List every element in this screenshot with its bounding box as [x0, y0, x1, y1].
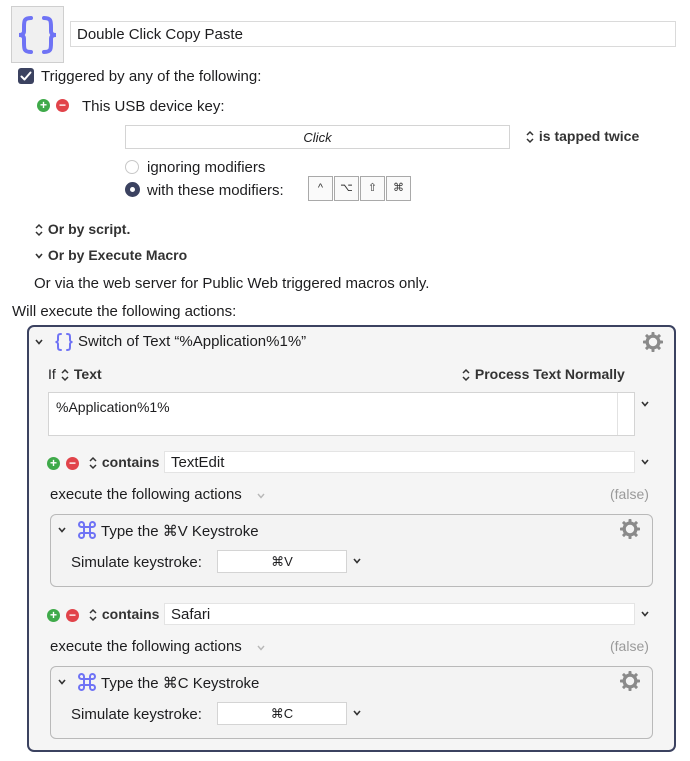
sub-action-title: Type the ⌘V Keystroke: [101, 523, 259, 540]
command-key-icon: [77, 520, 97, 540]
chevron-down-icon[interactable]: [256, 644, 266, 652]
source-label: Text: [73, 366, 102, 382]
checkmark-icon: [18, 68, 34, 84]
keystroke-value: ⌘V: [271, 553, 293, 569]
usb-trigger-label: This USB device key:: [82, 98, 225, 115]
chevron-down-icon[interactable]: [640, 458, 650, 466]
simulate-keystroke-label: Simulate keystroke:: [71, 706, 202, 723]
ignoring-modifiers-label: ignoring modifiers: [147, 159, 266, 176]
chevron-down-icon[interactable]: [640, 610, 650, 618]
macro-name-field[interactable]: [70, 21, 676, 47]
option-icon: ⌥: [340, 182, 353, 194]
updown-arrows-icon: [60, 368, 70, 382]
shift-modifier-key[interactable]: [360, 176, 385, 201]
text-value: %Application%1%: [56, 399, 170, 415]
macro-icon[interactable]: [11, 6, 64, 63]
curly-braces-icon: [12, 7, 63, 62]
with-modifiers-radio[interactable]: [125, 182, 140, 197]
execute-actions-label: execute the following actions: [50, 486, 242, 503]
simulate-keystroke-label: Simulate keystroke:: [71, 554, 202, 571]
usb-key-name: Click: [303, 129, 332, 145]
switch-action-title: Switch of Text “%Application%1%”: [78, 333, 307, 350]
shift-icon: ⇧: [367, 182, 378, 194]
false-label: (false): [610, 486, 649, 502]
remove-case-button[interactable]: −: [66, 457, 79, 470]
process-text-label: Process Text Normally: [474, 366, 625, 382]
keystroke-field[interactable]: [217, 702, 347, 725]
web-server-text: Or via the web server for Public Web triggered macros only.: [34, 275, 430, 292]
source-popup[interactable]: [60, 366, 102, 382]
false-label: (false): [610, 638, 649, 654]
if-label: If: [48, 366, 56, 382]
add-case-button[interactable]: +: [47, 457, 60, 470]
command-key-icon: [77, 672, 97, 692]
updown-arrows-icon: [525, 130, 535, 144]
keystroke-value: ⌘C: [270, 705, 294, 721]
condition-label: contains: [101, 454, 160, 470]
case-value-field[interactable]: [164, 603, 635, 625]
sub-action-title: Type the ⌘C Keystroke: [101, 675, 260, 692]
modifier-keys-group: [308, 176, 412, 201]
collapse-chevron-icon[interactable]: [57, 678, 67, 686]
condition-label: contains: [101, 606, 160, 622]
or-execute-macro-toggle[interactable]: [34, 247, 187, 263]
option-modifier-key[interactable]: [334, 176, 359, 201]
macro-name-text: Double Click Copy Paste: [77, 25, 243, 43]
chevron-down-icon: [34, 252, 44, 260]
curly-braces-icon: [54, 331, 74, 353]
with-modifiers-label: with these modifiers:: [147, 182, 284, 199]
triggered-label: Triggered by any of the following:: [41, 68, 262, 85]
updown-arrows-icon: [88, 608, 98, 622]
text-value-area[interactable]: [48, 392, 635, 436]
gear-icon[interactable]: [619, 518, 641, 540]
keystroke-field[interactable]: [217, 550, 347, 573]
chevron-down-icon[interactable]: [256, 492, 266, 500]
command-modifier-key[interactable]: [386, 176, 411, 201]
command-icon: ⌘: [393, 182, 404, 194]
chevron-down-icon[interactable]: [352, 557, 362, 565]
gear-icon[interactable]: [619, 670, 641, 692]
control-modifier-key[interactable]: [308, 176, 333, 201]
triggered-checkbox[interactable]: [18, 68, 34, 84]
case-value: Safari: [171, 605, 211, 623]
or-execute-macro-label: Or by Execute Macro: [47, 247, 188, 263]
remove-trigger-button[interactable]: −: [56, 99, 69, 112]
condition-popup[interactable]: [88, 454, 159, 470]
text-area-scrollbar[interactable]: [617, 393, 634, 435]
add-trigger-button[interactable]: +: [37, 99, 50, 112]
tap-mode-label: is tapped twice: [538, 128, 640, 144]
usb-key-field[interactable]: [125, 125, 510, 149]
gear-icon[interactable]: [642, 331, 664, 353]
or-by-script-toggle[interactable]: [34, 221, 130, 237]
updown-arrows-icon: [34, 223, 44, 237]
radio-dot: [130, 187, 135, 192]
control-icon: ^: [317, 182, 324, 194]
ignoring-modifiers-radio[interactable]: [125, 160, 139, 174]
collapse-chevron-icon[interactable]: [57, 526, 67, 534]
tap-mode-popup[interactable]: [525, 128, 639, 144]
updown-arrows-icon: [461, 368, 471, 382]
or-by-script-label: Or by script.: [47, 221, 131, 237]
add-case-button[interactable]: +: [47, 609, 60, 622]
remove-case-button[interactable]: −: [66, 609, 79, 622]
condition-popup[interactable]: [88, 606, 159, 622]
case-value: TextEdit: [171, 453, 225, 471]
case-value-field[interactable]: [164, 451, 635, 473]
actions-heading: Will execute the following actions:: [12, 303, 237, 320]
chevron-down-icon[interactable]: [352, 709, 362, 717]
execute-actions-label: execute the following actions: [50, 638, 242, 655]
collapse-chevron-icon[interactable]: [34, 338, 44, 346]
process-text-popup[interactable]: [461, 366, 625, 382]
chevron-down-icon[interactable]: [640, 400, 650, 408]
updown-arrows-icon: [88, 456, 98, 470]
